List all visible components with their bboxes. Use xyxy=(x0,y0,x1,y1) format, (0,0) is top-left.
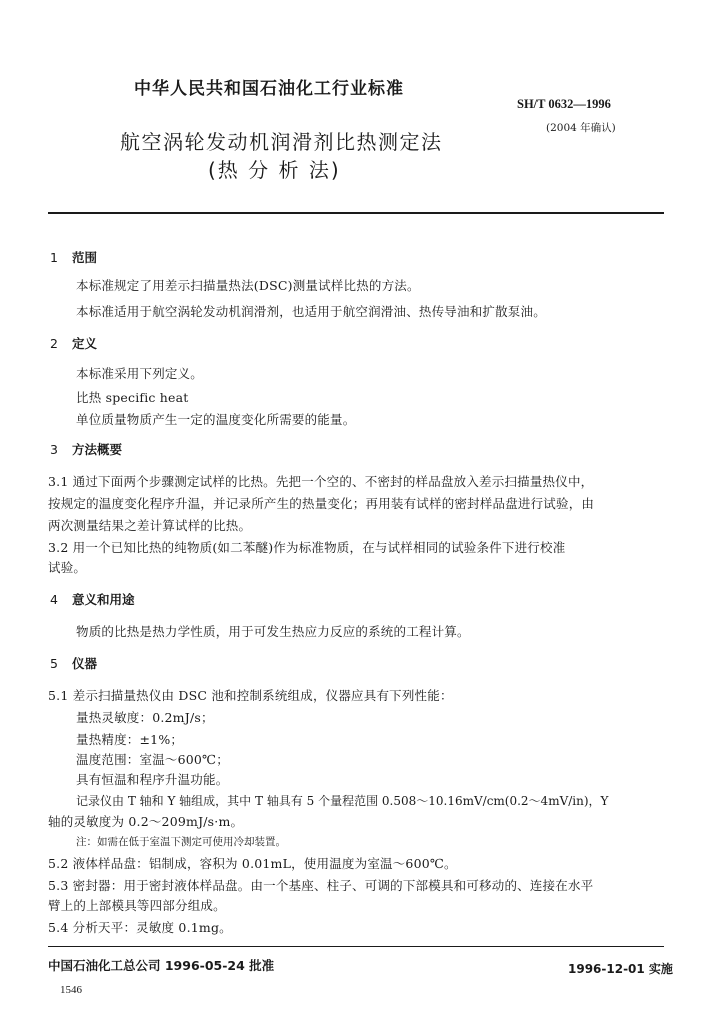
section-5-line-1: 5.1 差示扫描量热仪由 DSC 池和控制系统组成，仪器应具有下列性能： xyxy=(48,688,453,703)
section-2-term: 比热 specific heat xyxy=(76,390,189,405)
section-5-line-7: 轴的灵敏度为 0.2～209mJ/s·m。 xyxy=(48,814,244,829)
section-2-heading: 2 定义 xyxy=(50,336,97,351)
section-2-definition: 单位质量物质产生一定的温度变化所需要的能量。 xyxy=(76,412,356,427)
section-3-line-3: 两次测量结果之差计算试样的比热。 xyxy=(48,518,252,533)
confirm-year: (2004 年确认) xyxy=(546,122,616,134)
header-rule xyxy=(48,212,664,214)
section-2-paragraph-1: 本标准采用下列定义。 xyxy=(76,366,204,381)
page-number: 1546 xyxy=(60,984,82,996)
section-5-line-11: 5.4 分析天平：灵敏度 0.1mg。 xyxy=(48,920,232,935)
section-1-paragraph-2: 本标准适用于航空涡轮发动机润滑剂，也适用于航空润滑油、热传导油和扩散泵油。 xyxy=(76,304,546,319)
section-4-heading: 4 意义和用途 xyxy=(50,592,135,607)
section-4-paragraph-1: 物质的比热是热力学性质，用于可发生热应力反应的系统的工程计算。 xyxy=(76,624,470,639)
standard-number: SH/T 0632—1996 xyxy=(517,97,611,111)
section-5-note: 注：如需在低于室温下测定可使用冷却装置。 xyxy=(76,836,286,848)
document-title: 航空涡轮发动机润滑剂比热测定法 xyxy=(120,130,443,154)
section-3-heading: 3 方法概要 xyxy=(50,442,122,457)
section-5-line-4: 温度范围：室温～600℃； xyxy=(76,752,229,767)
org-title: 中华人民共和国石油化工行业标准 xyxy=(134,79,404,99)
section-3-line-2: 按规定的温度变化程序升温，并记录所产生的热量变化；再用装有试样的密封样品盘进行试验，由 xyxy=(48,496,595,511)
section-5-line-6: 记录仪由 T 轴和 Y 轴组成，其中 T 轴具有 5 个量程范围 0.508～10.16mV/cm(0.2～4mV/in)，Y xyxy=(76,794,609,808)
section-5-line-8: 5.2 液体样品盘：铝制成，容积为 0.01mL，使用温度为室温～600℃。 xyxy=(48,856,457,871)
section-5-line-9: 5.3 密封器：用于密封液体样品盘。由一个基座、柱子、可调的下部模具和可移动的、连接在水平 xyxy=(48,878,594,893)
section-1-heading: 1 范围 xyxy=(50,250,97,265)
section-5-line-5: 具有恒温和程序升温功能。 xyxy=(76,772,229,787)
section-5-heading: 5 仪器 xyxy=(50,656,97,671)
section-1-paragraph-1: 本标准规定了用差示扫描量热法(DSC)测量试样比热的方法。 xyxy=(76,278,420,293)
section-3-line-1: 3.1 通过下面两个步骤测定试样的比热。先把一个空的、不密封的样品盘放入差示扫描量热仪中， xyxy=(48,474,594,489)
footer-rule xyxy=(48,946,664,947)
section-5-line-10: 臂上的上部模具等四部分组成。 xyxy=(48,898,226,913)
section-3-line-5: 试验。 xyxy=(48,560,87,575)
implementation-date: 1996-12-01 实施 xyxy=(568,962,673,976)
section-3-line-4: 3.2 用一个已知比热的纯物质(如二苯醚)作为标准物质，在与试样相同的试验条件下进行校准 xyxy=(48,540,566,555)
document-subtitle: (热 分 析 法) xyxy=(208,158,341,182)
section-5-line-3: 量热精度：±1%； xyxy=(76,732,184,747)
approval-line: 中国石油化工总公司 1996-05-24 批准 xyxy=(48,958,275,973)
section-5-line-2: 量热灵敏度：0.2mJ/s； xyxy=(76,710,214,725)
